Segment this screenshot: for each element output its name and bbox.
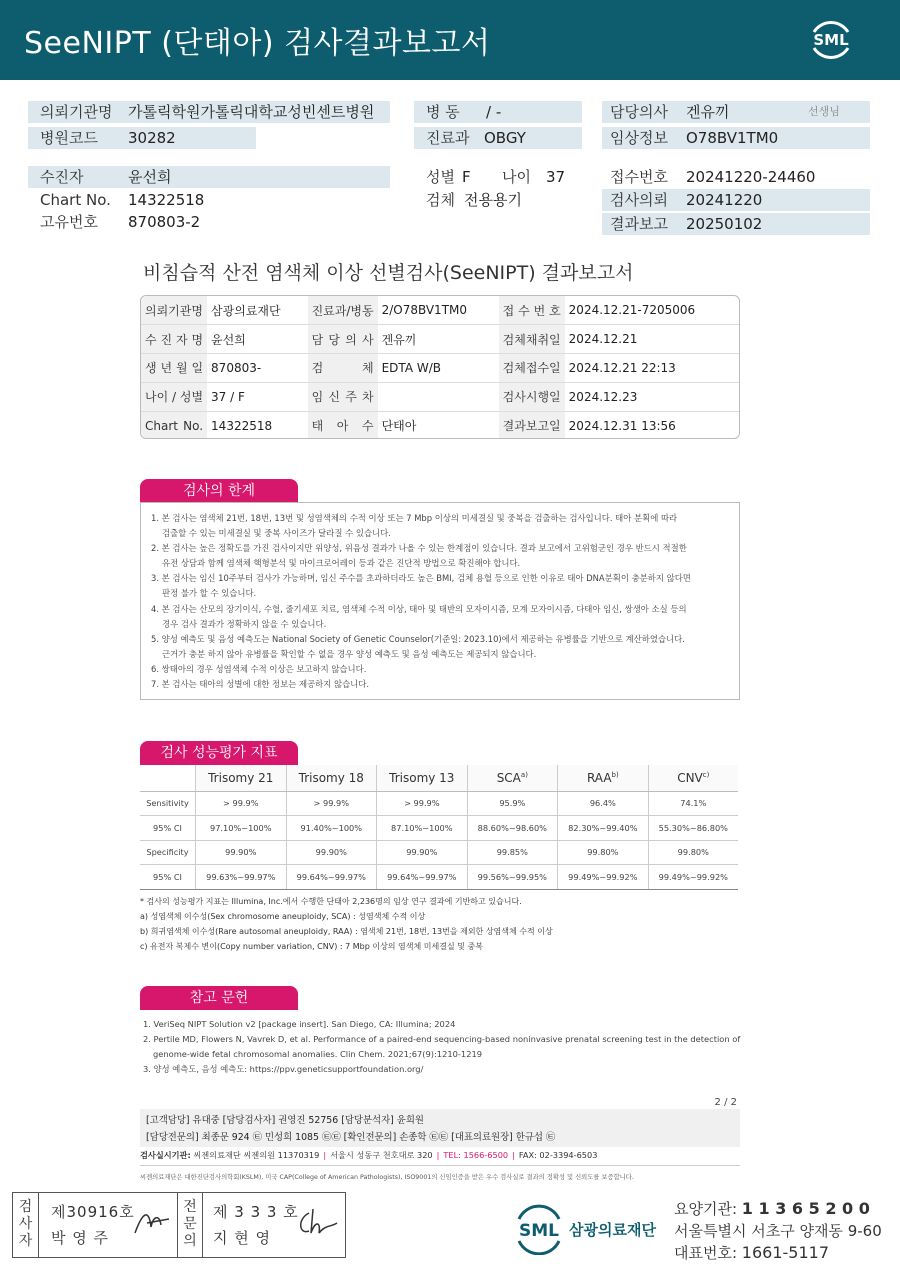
specialist-signature-icon (295, 1205, 341, 1239)
info-value: 870803- (207, 354, 308, 383)
performance-row (140, 816, 738, 841)
tester-number: 제30916호 (51, 1203, 135, 1221)
performance-cell: 99.85% (467, 840, 558, 865)
performance-row (140, 840, 738, 865)
performance-cell: 95% CI (140, 865, 196, 890)
separator: | (512, 1150, 515, 1160)
hospital-code-label: 병원코드 (40, 129, 98, 147)
performance-cell: 99.56%~99.95% (467, 865, 558, 890)
specialist-label: 전 문 의 (177, 1193, 203, 1257)
patient-value: 윤선희 (128, 168, 172, 186)
performance-cell: Specificity (140, 840, 196, 865)
performance-cell: > 99.9% (286, 791, 377, 816)
info-value: 겐유끼 (378, 325, 499, 354)
performance-cell: > 99.9% (196, 791, 287, 816)
report-date-field (602, 213, 870, 235)
info-value: 2024.12.31 13:56 (568, 418, 676, 433)
info-value: 삼광의료재단 (207, 296, 308, 325)
clinical-label: 임상정보 (610, 129, 668, 147)
care-number: 1 1 3 6 5 2 0 0 (741, 1199, 870, 1218)
performance-notes (140, 894, 553, 954)
doctor-suffix: 선생님 (808, 105, 840, 118)
info-key: 수 진 자 명 (141, 325, 207, 354)
signature-box (12, 1192, 346, 1258)
reference-line: 2. Pertile MD, Flowers N, Vavrek D, et al. Performance of a paired-end sequencing-based noninvasive prenatal screening test in the detection of (143, 1034, 741, 1044)
specialist-name: 지 현 영 (213, 1229, 272, 1247)
limit-line: 판정 불가 할 수 있습니다. (162, 588, 257, 599)
info-key: 접 수 번 호 (499, 296, 565, 325)
info-value: 2024.12.21 22:13 (565, 354, 739, 383)
receipt-value: 20241220-24460 (686, 168, 816, 186)
sml-footer-logo-icon (513, 1203, 663, 1255)
performance-cell: 99.64%~99.97% (286, 865, 377, 890)
doctor-field (602, 101, 870, 123)
performance-cell: 55.30%~86.80% (648, 816, 738, 841)
references-list (143, 1017, 743, 1077)
unique-label: 고유번호 (40, 213, 98, 231)
svg-text:SML: SML (519, 1221, 559, 1241)
limit-line: 유전 상담과 함께 염색체 핵형분석 및 마이크로어레이 등과 같은 진단적 방법으로 확진해야 합니다. (162, 558, 521, 569)
performance-cell: 91.40%~100% (286, 816, 377, 841)
info-key: 검 체 (308, 354, 378, 383)
hospital-code-value: 30282 (128, 129, 176, 147)
lab-tel: TEL: 1566-6500 (443, 1150, 509, 1160)
info-value: 14322518 (211, 418, 273, 433)
staff-line-1: [고객담당] 유대중 [담당검사자] 권영진 52756 [담당분석자] 윤희원 (146, 1115, 424, 1126)
performance-cell: 99.49%~99.92% (558, 865, 649, 890)
ward-value: / - (486, 103, 502, 121)
ward-label: 병 동 (426, 103, 460, 121)
institution-field (28, 101, 390, 123)
performance-cell: 74.1% (648, 791, 738, 816)
report-title: SeeNIPT (단태아) 검사결과보고서 (24, 26, 491, 61)
phone-label: 대표번호: (674, 1244, 738, 1262)
performance-cell: 95.9% (467, 791, 558, 816)
performance-note: b) 희귀염색체 이수성(Rare autosomal aneuploidy, RAA) : 염색체 21번, 18번, 13번을 제외한 상염색체 수적 이상 (140, 927, 553, 936)
clinical-field (602, 127, 870, 149)
patient-label: 수진자 (40, 168, 84, 186)
limit-line: 3. 본 검사는 임신 10주부터 검사가 가능하며, 임신 주수를 초과하더라도 높은 BMI, 검체 용혈 등으로 인한 이유로 태아 DNA분획이 충분하지 않다면 (151, 573, 691, 584)
performance-header (140, 765, 196, 791)
age-label: 나이 (502, 168, 531, 186)
info-key: 검체채취일 (499, 325, 565, 354)
specimen-field (414, 189, 582, 211)
age-value: 37 (546, 168, 566, 186)
performance-header: Trisomy 13 (377, 765, 468, 791)
performance-cell: 99.63%~99.97% (196, 865, 287, 890)
references-section-title: 참고 문헌 (140, 986, 298, 1010)
hospital-code-field (28, 127, 256, 149)
lab-name: 씨젠의료재단 씨젠의원 11370319 (193, 1150, 320, 1160)
lab-address: 서울시 성동구 천호대로 320 (330, 1150, 433, 1160)
info-key: Chart No. (141, 411, 207, 439)
unique-value: 870803-2 (128, 213, 201, 231)
info-row (141, 354, 739, 383)
reference-line: 3. 양성 예측도, 음성 예측도: https://ppv.geneticsupportfoundation.org/ (143, 1064, 424, 1074)
lab-label: 검사실시기관: (140, 1150, 191, 1160)
separator: | (323, 1150, 327, 1160)
ward-field (414, 101, 582, 123)
performance-row (140, 791, 738, 816)
info-key: 결과보고일 (499, 411, 565, 439)
sml-logo-icon (806, 14, 856, 64)
info-key: 생 년 월 일 (141, 354, 207, 383)
limit-line: 경우 검사 결과가 정확하지 않을 수 있습니다. (162, 618, 327, 629)
info-row (141, 325, 739, 354)
performance-cell: 97.10%~100% (196, 816, 287, 841)
request-label: 검사의뢰 (610, 191, 668, 209)
tester-signature-icon (131, 1205, 175, 1239)
performance-cell: 99.80% (648, 840, 738, 865)
institution-value: 가톨릭학원가톨릭대학교성빈센트병원 (128, 103, 375, 121)
dept-label: 진료과 (426, 129, 470, 147)
document-title: 비침습적 산전 염색체 이상 선별검사(SeeNIPT) 결과보고서 (143, 262, 634, 284)
dept-value: OBGY (484, 129, 526, 147)
performance-cell: 87.10%~100% (377, 816, 468, 841)
footer-address: 서울특별시 서초구 양재동 9-60 (674, 1222, 882, 1240)
performance-cell: > 99.9% (377, 791, 468, 816)
chart-value: 14322518 (128, 191, 205, 209)
patient-info-table (140, 295, 740, 439)
logo-text: SML (813, 31, 849, 49)
reference-line: 1. VeriSeq NIPT Solution v2 [package insert]. San Diego, CA: Illumina; 2024 (143, 1019, 456, 1029)
svg-text:삼광의료재단: 삼광의료재단 (569, 1221, 656, 1239)
performance-note: a) 성염색체 이수성(Sex chromosome aneuploidy, SCA) : 성염색체 수적 이상 (140, 912, 426, 921)
info-key: 검사시행일 (499, 382, 565, 411)
info-value: 37 / F (207, 382, 308, 411)
unique-field (28, 211, 390, 233)
lab-fax: FAX: 02-3394-6503 (518, 1150, 598, 1160)
performance-cell: 99.90% (286, 840, 377, 865)
performance-header: CNV$^{c)}$ (648, 765, 738, 791)
performance-cell: 99.90% (377, 840, 468, 865)
info-key: 나이 / 성별 (141, 382, 207, 411)
certification-note: 씨젠의료재단은 대한진단검사의학회(KSLM), 미국 CAP(College of American Pathologists), ISO9001의 신임인증을 받은 우수 검사실로 결과의 정확성 및 신뢰도를 보증합니다. (140, 1174, 634, 1181)
limit-line: 4. 본 검사는 산모의 장기이식, 수혈, 줄기세포 치료, 염색체 수적 이상, 태아 및 태반의 모자이시즘, 모계 모자이시즘, 다태아 임신, 쌍생아 소실 등의 (151, 603, 687, 614)
footer-info (674, 1198, 882, 1264)
info-value: 2024.12.21 (565, 325, 739, 354)
performance-header: Trisomy 18 (286, 765, 377, 791)
performance-header: RAA$^{b)}$ (558, 765, 649, 791)
specimen-value: 전용용기 (464, 191, 522, 209)
performance-cell: 99.49%~99.92% (648, 865, 738, 890)
performance-cell: 99.90% (196, 840, 287, 865)
doctor-label: 담당의사 (610, 103, 668, 121)
performance-note: c) 유전자 복제수 변이(Copy number variation, CNV) : 7 Mbp 이상의 염색체 미세결실 및 중복 (140, 942, 483, 951)
info-value: 2024.12.23 (565, 382, 739, 411)
limits-section-title: 검사의 한계 (140, 479, 298, 503)
performance-header: Trisomy 21 (196, 765, 287, 791)
clinical-value: O78BV1TM0 (686, 129, 779, 147)
request-value: 20241220 (686, 191, 763, 209)
specialist-number: 제 3 3 3 호 (213, 1203, 299, 1221)
footer-logo (513, 1203, 663, 1259)
limits-text-box (140, 502, 740, 700)
report-date-value: 20250102 (686, 215, 763, 233)
performance-cell: Sensitivity (140, 791, 196, 816)
sex-value: F (462, 168, 471, 186)
dept-field (414, 127, 582, 149)
info-value: EDTA W/B (378, 354, 499, 383)
sex-age-field (414, 166, 582, 188)
request-field (602, 189, 870, 211)
receipt-label: 접수번호 (610, 168, 668, 186)
phone-number: 1661-5117 (741, 1243, 830, 1262)
performance-cell: 88.60%~98.60% (467, 816, 558, 841)
performance-cell: 99.80% (558, 840, 649, 865)
performance-cell: 96.4% (558, 791, 649, 816)
performance-cell: 82.30%~99.40% (558, 816, 649, 841)
chart-label: Chart No. (40, 191, 111, 209)
info-key: 태 아 수 (308, 411, 378, 439)
info-key: 임 신 주 차 (308, 382, 378, 411)
performance-cell: 99.64%~99.97% (377, 865, 468, 890)
separator: | (436, 1150, 440, 1160)
receipt-field (602, 166, 870, 188)
limit-line: 2. 본 검사는 높은 정확도를 가진 검사이지만 위양성, 위음성 결과가 나올 수 있는 한계점이 있습니다. 결과 보고에서 고위험군인 경우 반드시 적절한 (151, 543, 687, 554)
performance-table (140, 765, 738, 890)
performance-section-title: 검사 성능평가 지표 (140, 741, 298, 765)
info-key: 진료과/병동 (308, 296, 378, 325)
info-value: 2024.12.21-7205006 (565, 296, 739, 325)
info-value: 2/O78BV1TM0 (378, 296, 499, 325)
info-value: 윤선희 (207, 325, 308, 354)
page-number: 2 / 2 (714, 1097, 737, 1108)
institution-label: 의뢰기관명 (40, 103, 113, 121)
performance-row (140, 865, 738, 890)
info-row (141, 296, 739, 325)
limit-line: 7. 본 검사는 태아의 성별에 대한 정보는 제공하지 않습니다. (151, 679, 370, 690)
tester-label: 검 사 자 (13, 1193, 39, 1257)
doctor-value: 겐유끼 (686, 103, 730, 121)
info-row (141, 382, 739, 411)
staff-line-2: [담당전문의] 최종문 924 ㉫ 민성희 1085 ㉫㉫ [확인전문의] 손종학 ㉫㉫ [대표의료원장] 한규섭 ㉫ (146, 1132, 556, 1143)
tester-name: 박 영 주 (51, 1229, 110, 1247)
info-value: 단태아 (381, 419, 417, 434)
references-underline (140, 1008, 298, 1010)
reference-line: genome-wide fetal chromosomal anomalies. Clin Chem. 2021;67(9):1210-1219 (153, 1049, 483, 1059)
performance-header: SCA$^{a)}$ (467, 765, 558, 791)
info-value (378, 382, 499, 411)
limit-line: 근거가 충분 하지 않아 유병률을 확인할 수 없을 경우 양성 예측도 및 음성 예측도는 제공되지 않습니다. (162, 648, 537, 659)
performance-cell: 95% CI (140, 816, 196, 841)
specimen-label: 검체 (426, 191, 455, 209)
limit-line: 5. 양성 예측도 및 음성 예측도는 National Society of Genetic Counselor(기준일: 2023.10)에서 제공하는 유병률을 기반으로 계산하였습니다. (151, 633, 685, 644)
report-date-label: 결과보고 (610, 215, 668, 233)
limit-line: 1. 본 검사는 염색체 21번, 18번, 13번 및 성염색체의 수적 이상 또는 7 Mbp 이상의 미세결실 및 중복을 검출하는 검사입니다. 태아 분획에 따라 (151, 513, 678, 523)
lab-info (140, 1150, 740, 1166)
performance-note: * 검사의 성능평가 지표는 Illumina, Inc.에서 수행한 단태아 2,236명의 임상 연구 결과에 기반하고 있습니다. (140, 897, 522, 906)
care-label: 요양기관: (674, 1200, 738, 1218)
limit-line: 6. 쌍태아의 경우 성염색체 수적 이상은 보고하지 않습니다. (151, 663, 367, 674)
chart-field (28, 189, 390, 211)
limit-line: 검출할 수 있는 미세결실 및 중복 사이즈가 달라질 수 있습니다. (162, 528, 391, 539)
sex-label: 성별 (426, 168, 455, 186)
info-key: 의뢰기관명 (141, 296, 207, 325)
info-row (141, 411, 739, 439)
info-key: 검체접수일 (499, 354, 565, 383)
report-header (0, 0, 900, 80)
staff-box (140, 1109, 740, 1147)
info-key: 담 당 의 사 (308, 325, 378, 354)
patient-field (28, 166, 390, 188)
